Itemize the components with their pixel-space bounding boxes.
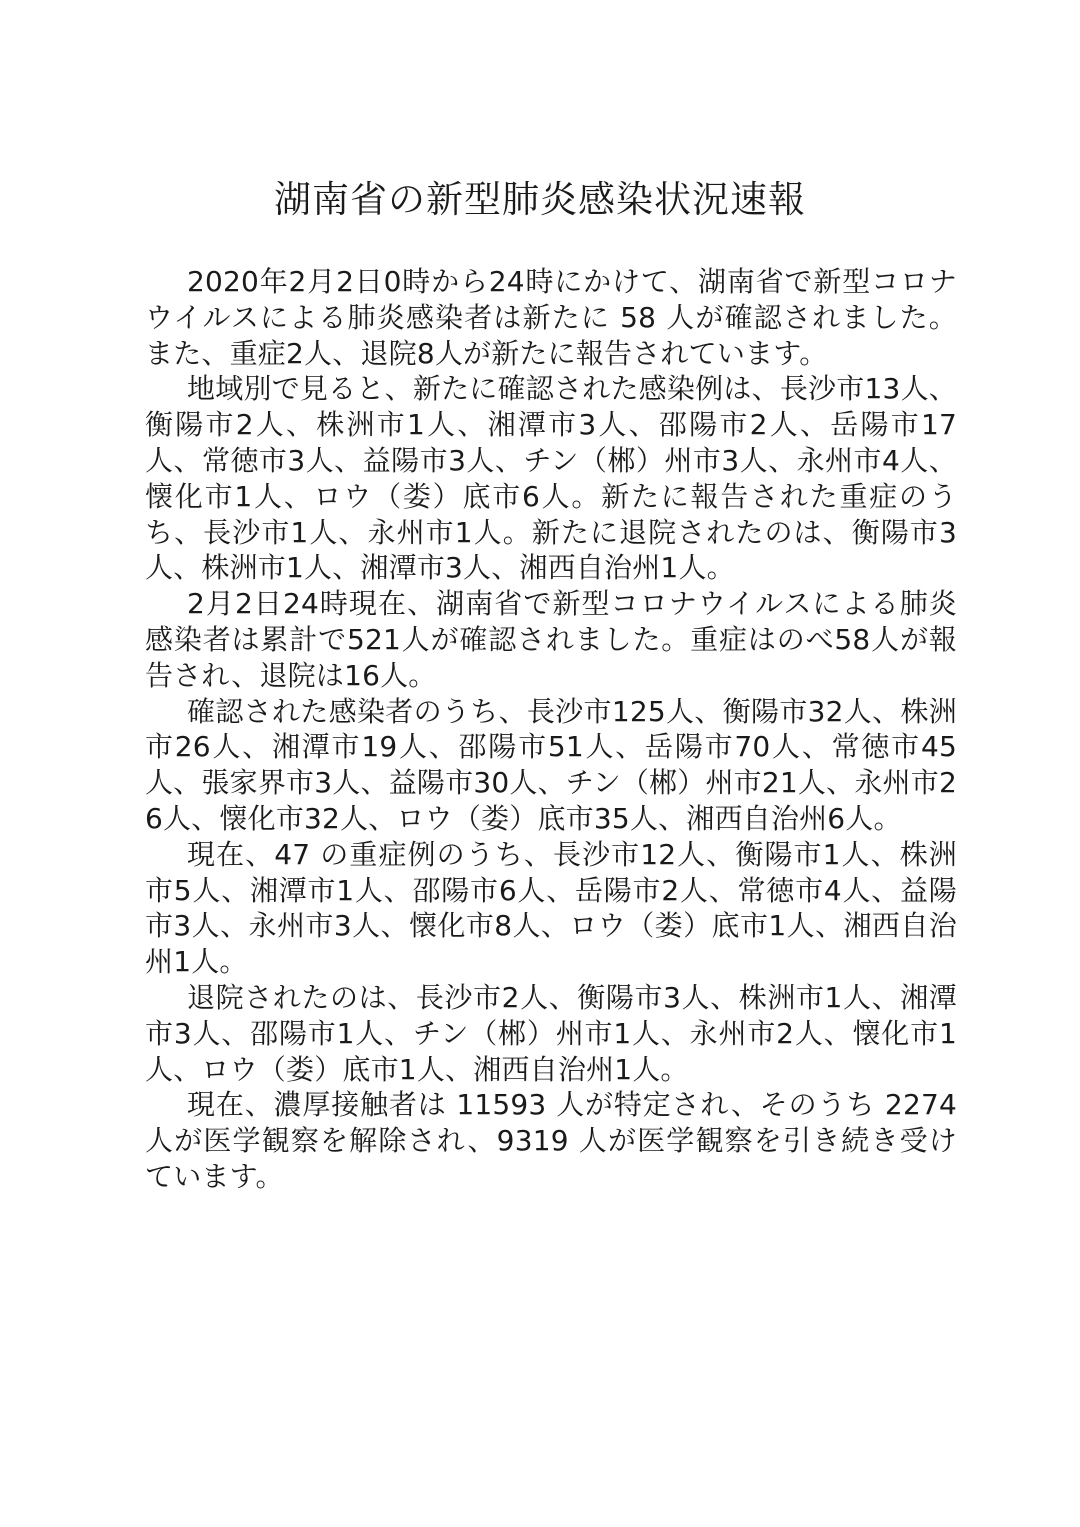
paragraph-discharged: 退院されたのは、長沙市2人、衡陽市3人、株洲市1人、湘潭市3人、邵陽市1人、チン（郴）州市1人、永州市2人、懐化市1人、ロウ（娄）底市1人、湘西自治州1人。 [145, 980, 957, 1086]
paragraph-severe-cases: 現在、47 の重症例のうち、長沙市12人、衡陽市1人、株洲市5人、湘潭市1人、邵陽市6人、岳陽市2人、常徳市4人、益陽市3人、永州市3人、懐化市8人、ロウ（娄）底市1人、湘西自治州1人。 [145, 837, 957, 979]
document-body [145, 264, 957, 1195]
paragraph-cumulative: 2月2日24時現在、湖南省で新型コロナウイルスによる肺炎感染者は累計で521人が確認されました。重症はのべ58人が報告され、退院は16人。 [145, 587, 957, 692]
paragraph-close-contacts: 現在、濃厚接触者は 11593 人が特定され、そのうち 2274 人が医学観察を解除され、9319 人が医学観察を引き続き受けています。 [145, 1088, 957, 1193]
paragraph-by-region: 地域別で見ると、新たに確認された感染例は、長沙市13人、衡陽市2人、株洲市1人、湘潭市3人、邵陽市2人、岳陽市17人、常徳市3人、益陽市3人、チン（郴）州市3人、永州市4人、懐化市1人、ロウ（娄）底市6人。新たに報告された重症のうち、長沙市1人、永州市1人。新たに退院されたのは、衡陽市3人、株洲市1人、湘潭市3人、湘西自治州1人。 [145, 372, 957, 585]
document-title: 湖南省の新型肺炎感染状況速報 [274, 178, 806, 221]
paragraph-confirmed-by-city: 確認された感染者のうち、長沙市125人、衡陽市32人、株洲市26人、湘潭市19人、邵陽市51人、岳陽市70人、常徳市45人、張家界市3人、益陽市30人、チン（郴）州市21人、永州市26人、懐化市32人、ロウ（娄）底市35人、湘西自治州6人。 [145, 694, 957, 835]
paragraph-new-cases: 2020年2月2日0時から24時にかけて、湖南省で新型コロナウイルスによる肺炎感染者は新たに 58 人が確認されました。また、重症2人、退院8人が新たに報告されています。 [145, 265, 957, 370]
